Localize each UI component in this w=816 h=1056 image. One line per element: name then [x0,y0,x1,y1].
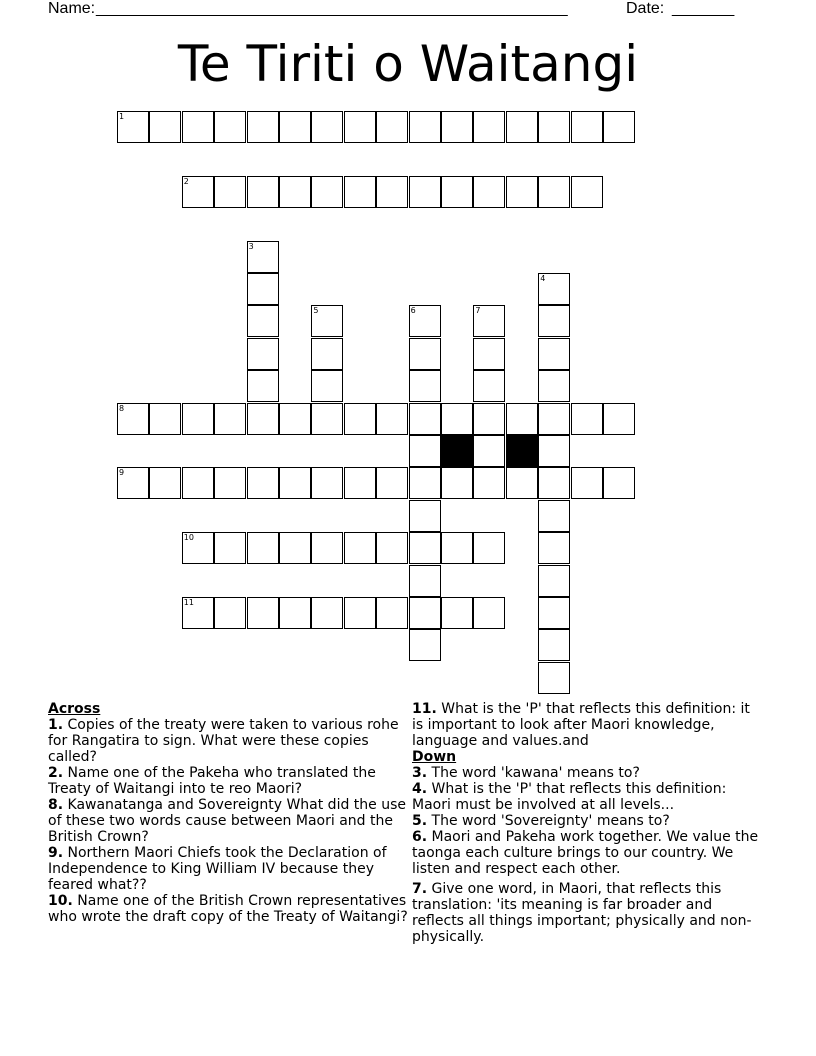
clues-right-column [412,701,762,945]
grid-cell[interactable] [473,597,505,629]
grid-cell[interactable] [409,176,441,208]
clue-number: 9. [48,845,64,861]
grid-cell[interactable] [538,176,570,208]
black-cell [441,435,473,467]
grid-cell[interactable] [247,305,279,337]
grid-cell[interactable] [603,467,635,499]
grid-cell[interactable] [538,370,570,402]
grid-cell[interactable] [571,111,603,143]
grid-cell[interactable] [117,467,149,499]
grid-cell[interactable] [247,338,279,370]
grid-cell[interactable] [311,305,343,337]
grid-cell[interactable] [538,338,570,370]
clue-text: Maori and Pakeha work together. We value the taonga each culture brings to our country. We listen and respect each other. [412,829,759,877]
grid-cell[interactable] [376,532,408,564]
cell-number: 7 [475,306,481,316]
clue-text: The word 'kawana' means to? [431,765,640,781]
grid-cell[interactable] [247,176,279,208]
cell-number: 8 [119,403,125,413]
clue-text: Northern Maori Chiefs took the Declaration of Independence to King William IV because they feared what?? [48,845,387,893]
grid-cell[interactable] [603,111,635,143]
grid-cell[interactable] [441,532,473,564]
grid-cell[interactable] [311,338,343,370]
clue-text: The word 'Sovereignty' means to? [431,813,670,829]
grid-cell[interactable] [538,629,570,661]
cell-number: 2 [183,176,189,186]
grid-cell[interactable] [311,370,343,402]
grid-cell[interactable] [247,467,279,499]
grid-cell[interactable] [344,532,376,564]
grid-cell[interactable] [473,338,505,370]
grid-cell[interactable] [409,467,441,499]
grid-cell[interactable] [344,597,376,629]
grid-cell[interactable] [571,467,603,499]
cell-number: 1 [119,112,125,121]
grid-cell[interactable] [376,176,408,208]
cell-number: 3 [248,241,254,251]
clue-text: Give one word, in Maori, that reflects this translation: 'its meaning is far broader and reflects all things important; physically and non-physically. [412,881,752,945]
grid-cell[interactable] [247,273,279,305]
clue-down-7 [412,881,762,945]
grid-cell[interactable] [409,435,441,467]
grid-cell[interactable] [441,176,473,208]
grid-cell[interactable] [506,111,538,143]
grid-cell[interactable] [506,467,538,499]
grid-cell[interactable] [538,467,570,499]
grid-cell[interactable] [182,111,214,143]
grid-cell[interactable] [149,111,181,143]
name-label: Name: [48,0,96,17]
puzzle-title: Te Tiriti o Waitangi [177,35,639,93]
grid-cell[interactable] [409,629,441,661]
cell-number: 11 [183,598,194,607]
grid-cell[interactable] [214,403,246,435]
grid-cell[interactable] [571,176,603,208]
grid-cell[interactable] [409,370,441,402]
grid-cell[interactable] [117,403,149,435]
grid-cell[interactable] [247,403,279,435]
grid-cell[interactable] [247,597,279,629]
clue-text: Copies of the treaty were taken to various rohe for Rangatira to sign. What were these copies called? [48,717,399,765]
clue-down-5 [412,813,762,829]
clue-number: 8. [48,797,64,813]
grid-cell[interactable] [441,403,473,435]
grid-cell[interactable] [506,176,538,208]
grid-cell[interactable] [441,597,473,629]
cell-number: 4 [540,274,546,283]
grid-cell[interactable] [247,532,279,564]
grid-cell[interactable] [344,176,376,208]
date-label: Date: [626,0,665,17]
grid-cell[interactable] [311,176,343,208]
grid-cell[interactable] [538,597,570,629]
grid-cell[interactable] [247,370,279,402]
grid-cell[interactable] [247,111,279,143]
clue-number: 5. [412,813,428,829]
clue-across-11 [412,701,762,749]
grid-cell[interactable] [473,305,505,337]
black-cell [506,435,538,467]
grid-cell[interactable] [279,111,311,143]
grid-cell[interactable] [214,532,246,564]
grid-cell[interactable] [538,273,570,305]
grid-cell[interactable] [182,176,214,208]
grid-cell[interactable] [538,305,570,337]
grid-cell[interactable] [182,597,214,629]
grid-cell[interactable] [409,403,441,435]
grid-cell[interactable] [344,111,376,143]
grid-cell[interactable] [538,403,570,435]
grid-cell[interactable] [538,500,570,532]
clue-across-1 [48,717,410,765]
grid-cell[interactable] [409,111,441,143]
clue-number: 3. [412,765,428,781]
grid-cell[interactable] [311,111,343,143]
grid-cell[interactable] [344,403,376,435]
grid-cell[interactable] [409,532,441,564]
clue-down-3 [412,765,762,781]
grid-cell[interactable] [376,597,408,629]
grid-cell[interactable] [149,403,181,435]
grid-cell[interactable] [473,111,505,143]
clue-number: 6. [412,829,428,845]
grid-cell[interactable] [473,467,505,499]
grid-cell[interactable] [538,532,570,564]
grid-cell[interactable] [214,111,246,143]
grid-cell[interactable] [376,111,408,143]
clues-left-column [48,701,410,925]
clue-number: 10. [48,893,73,909]
grid-cell[interactable] [117,111,149,143]
grid-cell[interactable] [473,435,505,467]
grid-cell[interactable] [506,403,538,435]
grid-cell[interactable] [214,597,246,629]
grid-cell[interactable] [214,176,246,208]
clue-across-2 [48,765,410,797]
across-heading: Across [48,701,101,717]
grid-cell[interactable] [182,467,214,499]
grid-cell[interactable] [279,467,311,499]
grid-cell[interactable] [182,403,214,435]
grid-cell[interactable] [409,565,441,597]
grid-cell[interactable] [149,467,181,499]
grid-cell[interactable] [409,338,441,370]
clue-text: What is the 'P' that reflects this definition: it is important to look after Maori knowledge, language and values.and [412,701,750,749]
clue-number: 7. [412,881,428,897]
clue-number: 4. [412,781,428,797]
grid-cell[interactable] [279,532,311,564]
grid-cell[interactable] [441,467,473,499]
grid-cell[interactable] [376,403,408,435]
clue-text: Name one of the Pakeha who translated the Treaty of Waitangi into te reo Maori? [48,765,376,797]
grid-cell[interactable] [409,597,441,629]
clue-text: Name one of the British Crown representatives who wrote the draft copy of the Treaty of Waitangi? [48,893,408,925]
grid-cell[interactable] [182,532,214,564]
clue-number: 1. [48,717,64,733]
grid-cell[interactable] [473,532,505,564]
cell-number: 10 [183,533,194,543]
grid-cell[interactable] [247,241,279,273]
grid-cell[interactable] [409,500,441,532]
clue-number: 11. [412,701,437,717]
grid-cell[interactable] [473,370,505,402]
grid-cell[interactable] [441,111,473,143]
clue-number: 2. [48,765,64,781]
grid-cell[interactable] [311,597,343,629]
grid-cell[interactable] [571,403,603,435]
grid-cell[interactable] [603,403,635,435]
clue-down-6 [412,829,762,877]
grid-cell[interactable] [409,305,441,337]
grid-cell[interactable] [279,597,311,629]
clue-across-10 [48,893,410,925]
grid-cell[interactable] [473,403,505,435]
grid-cell[interactable] [538,565,570,597]
clue-across-9 [48,845,410,893]
grid-cell[interactable] [311,467,343,499]
grid-cell[interactable] [311,403,343,435]
clue-text: Kawanatanga and Sovereignty What did the use of these two words cause between Maori and the British Crown? [48,797,406,845]
date-field[interactable]: _______ [672,0,735,17]
cell-number: 9 [119,468,125,478]
clue-down-4 [412,781,762,813]
grid-cell[interactable] [376,467,408,499]
grid-cell[interactable] [538,662,570,694]
grid-cell[interactable] [473,176,505,208]
grid-cell[interactable] [538,435,570,467]
grid-cell[interactable] [279,176,311,208]
grid-cell[interactable] [311,532,343,564]
grid-cell[interactable] [538,111,570,143]
grid-cell[interactable] [344,467,376,499]
down-heading: Down [412,749,457,765]
name-field[interactable]: _____________________________________________________ [96,0,568,17]
cell-number: 5 [313,306,319,316]
clue-text: What is the 'P' that reflects this definition: Maori must be involved at all levels... [412,781,727,813]
clue-across-8 [48,797,410,845]
grid-cell[interactable] [279,403,311,435]
grid-cell[interactable] [214,467,246,499]
cell-number: 6 [410,306,416,316]
